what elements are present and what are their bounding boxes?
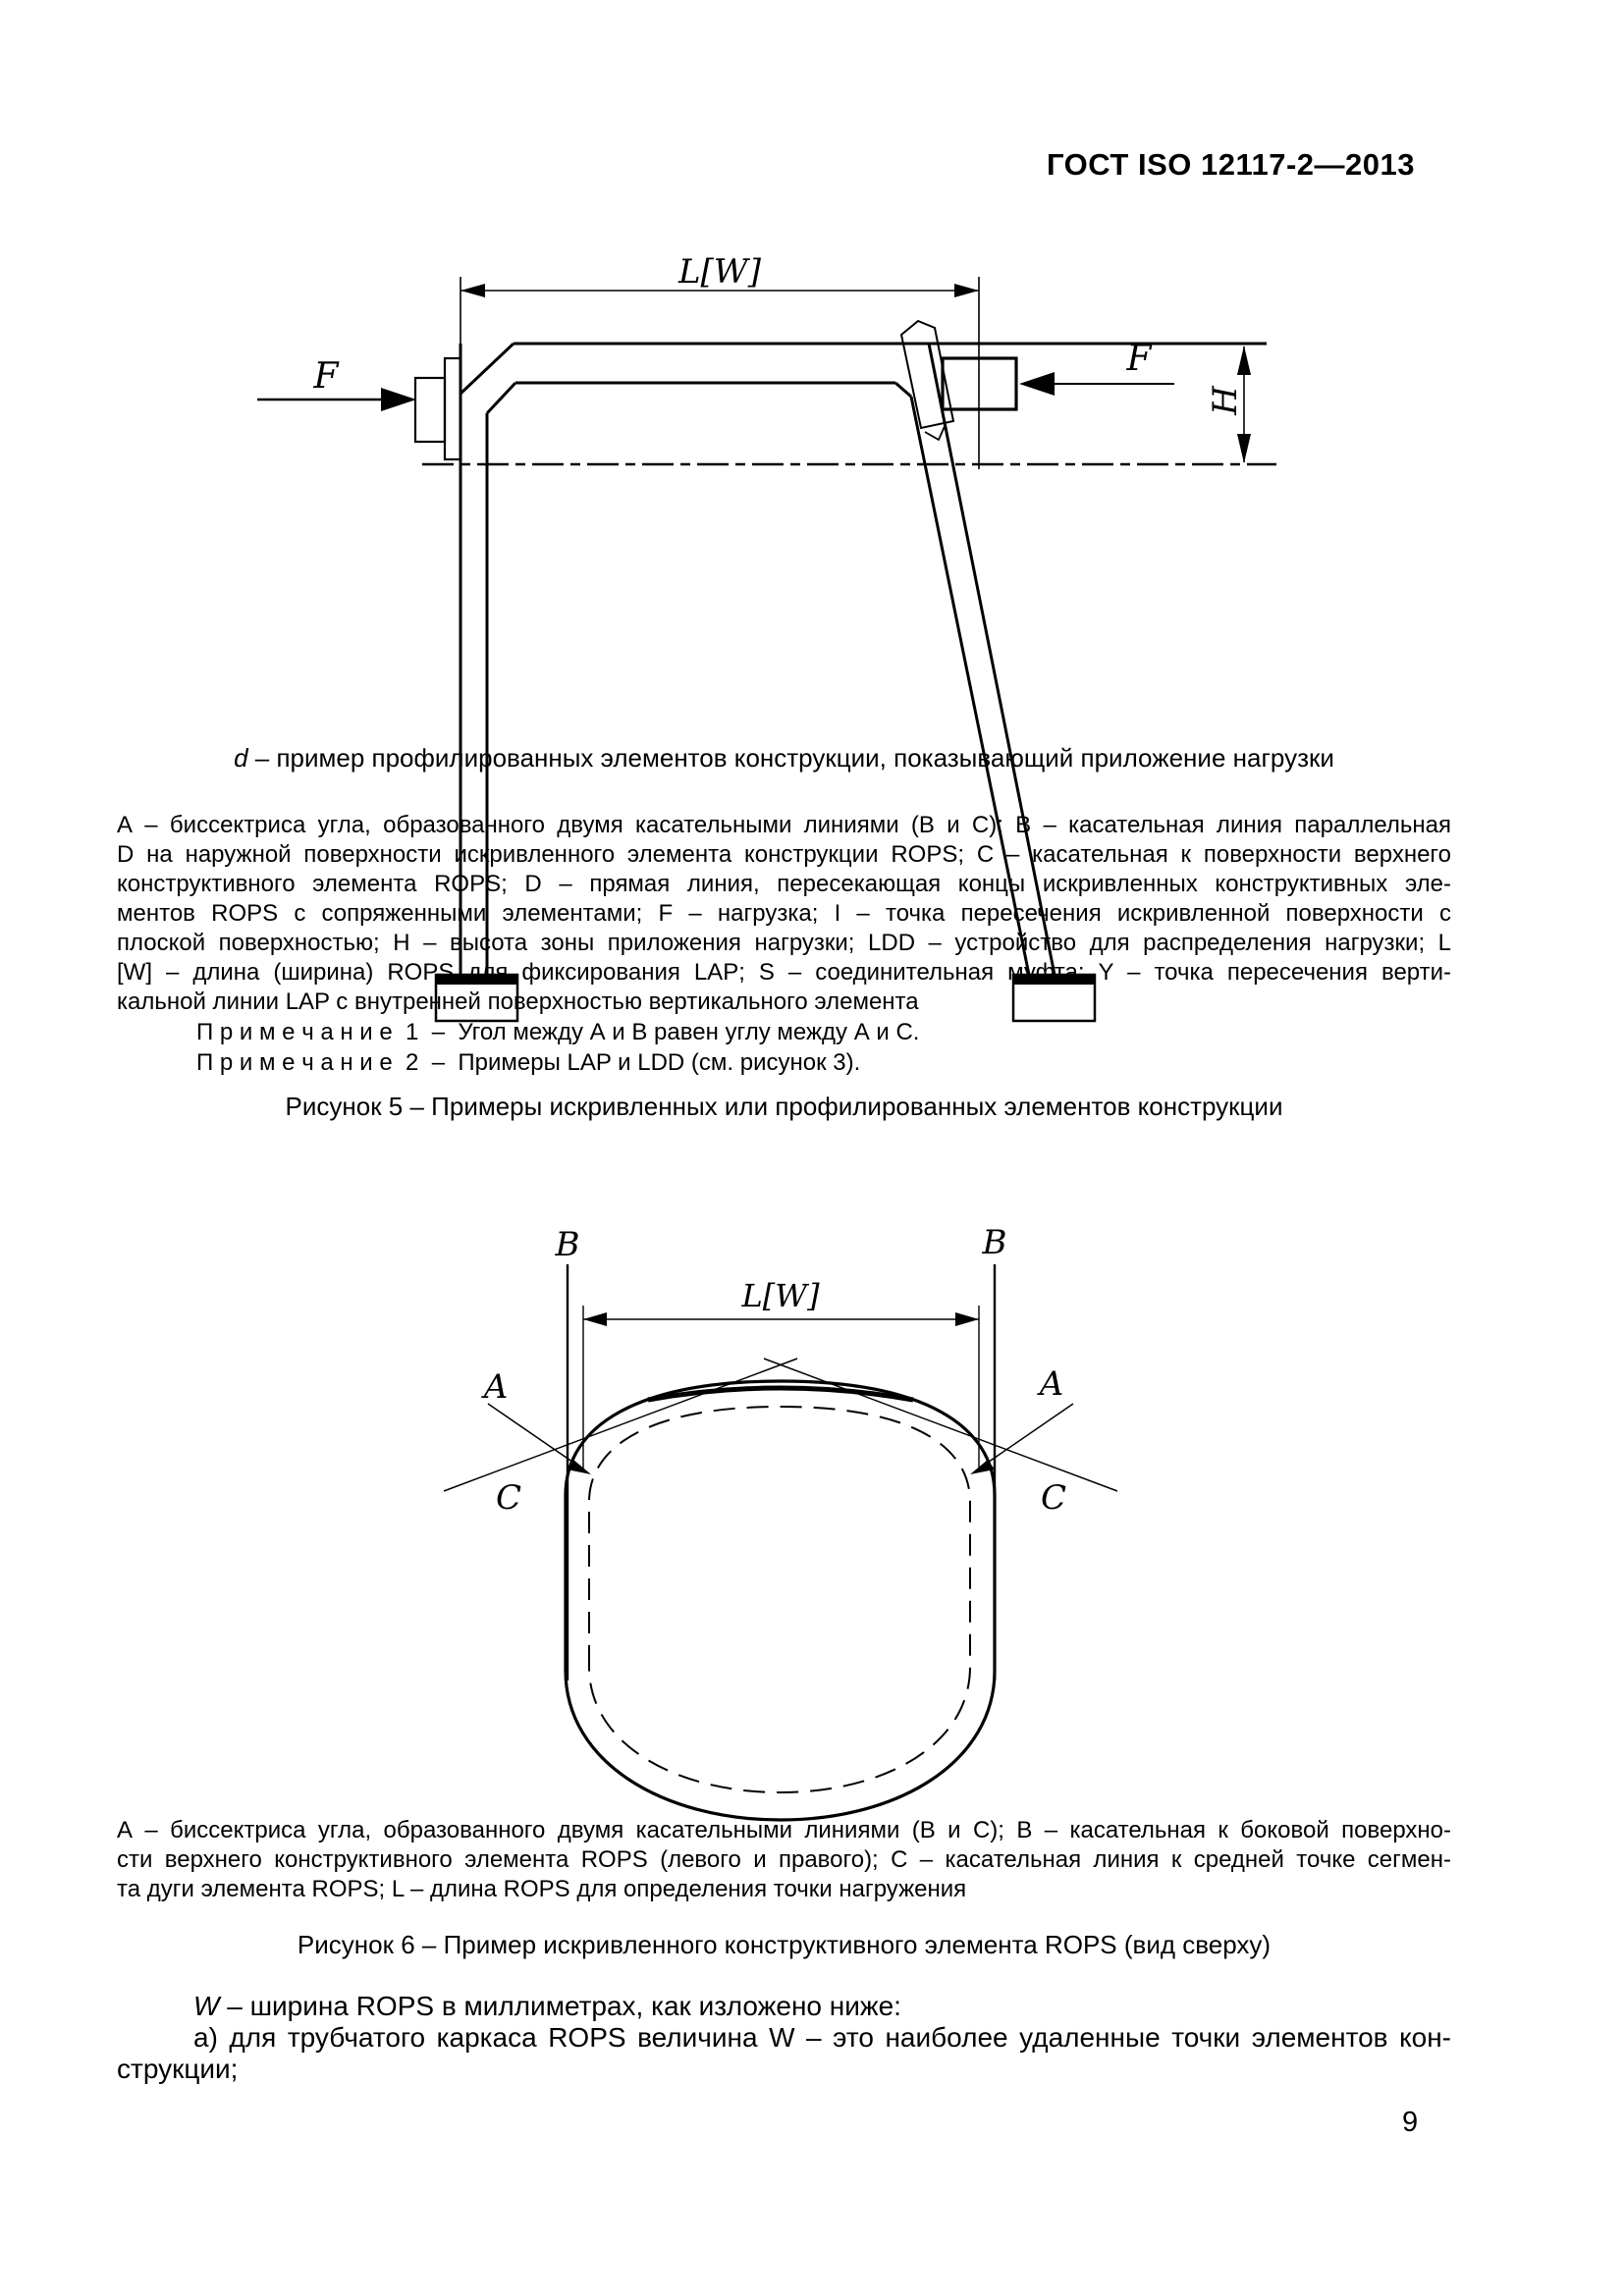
figure5-caption: Рисунок 5 – Примеры искривленных или профилированных элементов конструкции <box>285 1092 1283 1121</box>
item-a-line2: струкции; <box>117 2054 239 2084</box>
dim-arrow-left-icon <box>460 284 485 297</box>
rops-member-inner <box>589 1407 970 1792</box>
note-2: П р и м е ч а н и е 2 – Примеры LAP и LDD (см. рисунок 3). <box>196 1049 861 1076</box>
figure5d-caption <box>117 743 1451 774</box>
figure6-caption: Рисунок 6 – Пример искривленного конструктивного элемента ROPS (вид сверху) <box>297 1930 1272 1959</box>
force-label-right: F <box>1126 339 1152 379</box>
page-header: ГОСТ ISO 12117-2—2013 <box>1047 147 1415 182</box>
arrowhead-icon <box>381 388 416 411</box>
caption-d-text: – пример профилированных элементов конструкции, показывающий приложение нагрузки <box>247 743 1334 773</box>
left-load-device <box>415 358 460 459</box>
label-A-left: A <box>483 1367 509 1407</box>
w-definition-line <box>117 1991 1451 2022</box>
right-load-device <box>901 321 1016 440</box>
page-number: 9 <box>1402 2107 1419 2138</box>
legend-line: плоской поверхностью; H – высота зоны приложения нагрузки; LDD – устройство для распределения нагрузки; L <box>117 930 1451 956</box>
note-1: П р и м е ч а н и е 1 – Угол между А и В равен углу между А и С. <box>196 1019 920 1045</box>
label-C-right: C <box>1040 1478 1067 1518</box>
legend-line: А – биссектриса угла, образованного двумя касательными линиями (В и С); В – касательная линия параллельная <box>117 812 1451 838</box>
tangent-C-right <box>764 1359 1117 1491</box>
label-C-left: C <box>495 1478 522 1518</box>
height-label: H <box>1206 386 1245 415</box>
label-B-left: B <box>555 1225 580 1264</box>
label-A-right: A <box>1039 1364 1064 1404</box>
dim-arrow-right-icon <box>954 284 979 297</box>
label-B-right: B <box>982 1223 1007 1262</box>
dim-label-LW: L[W] <box>741 1277 820 1314</box>
legend-line: [W] – длина (ширина) ROPS для фиксирования LAP; S – соединительная муфта; Y – точка пересечения верти- <box>117 959 1451 986</box>
item-a-line1: а) для трубчатого каркаса ROPS величина W – это наиболее удаленные точки элементов кон- <box>193 2022 1451 2053</box>
legend-line: ментов ROPS с сопряженными элементами; F – нагрузка; I – точка пересечения искривленной поверхности с <box>117 900 1451 927</box>
legend-line: сти верхнего конструктивного элемента ROPS (левого и правого); С – касательная линия к средней точке сегмен- <box>117 1846 1451 1873</box>
rops-top-view <box>444 1264 1117 1820</box>
w-letter: W <box>193 1991 220 2021</box>
caption-d-letter: d <box>234 743 248 773</box>
rops-member-outer <box>566 1381 995 1820</box>
legend-line: D на наружной поверхности искривленного элемента конструкции ROPS; С – касательная к поверхности верхнего <box>117 841 1451 868</box>
figure6-drawing <box>422 1207 1149 1836</box>
figure5-legend <box>117 811 1451 1017</box>
legend-line: А – биссектриса угла, образованного двумя касательными линиями (В и С); В – касательная к боковой поверхно- <box>117 1817 1451 1843</box>
arrowhead-icon <box>1019 372 1055 396</box>
w-text: – ширина ROPS в миллиметрах, как изложено ниже: <box>219 1991 901 2021</box>
bisector-A-right <box>970 1404 1073 1474</box>
body-paragraph <box>117 1991 1451 2085</box>
figure6-legend <box>117 1816 1451 1904</box>
force-label-left: F <box>313 356 339 397</box>
dimension-LW <box>460 277 979 469</box>
legend-line: конструктивного элемента ROPS; D – прямая линия, пересекающая концы искривленных конструктивных эле- <box>117 871 1451 897</box>
legend-line: кальной линии LAP с внутренней поверхностью вертикального элемента <box>117 988 919 1015</box>
bisector-A-left <box>488 1404 591 1474</box>
legend-line: та дуги элемента ROPS; L – длина ROPS для определения точки нагружения <box>117 1876 967 1902</box>
dim-label-LW: L[W] <box>677 252 762 292</box>
